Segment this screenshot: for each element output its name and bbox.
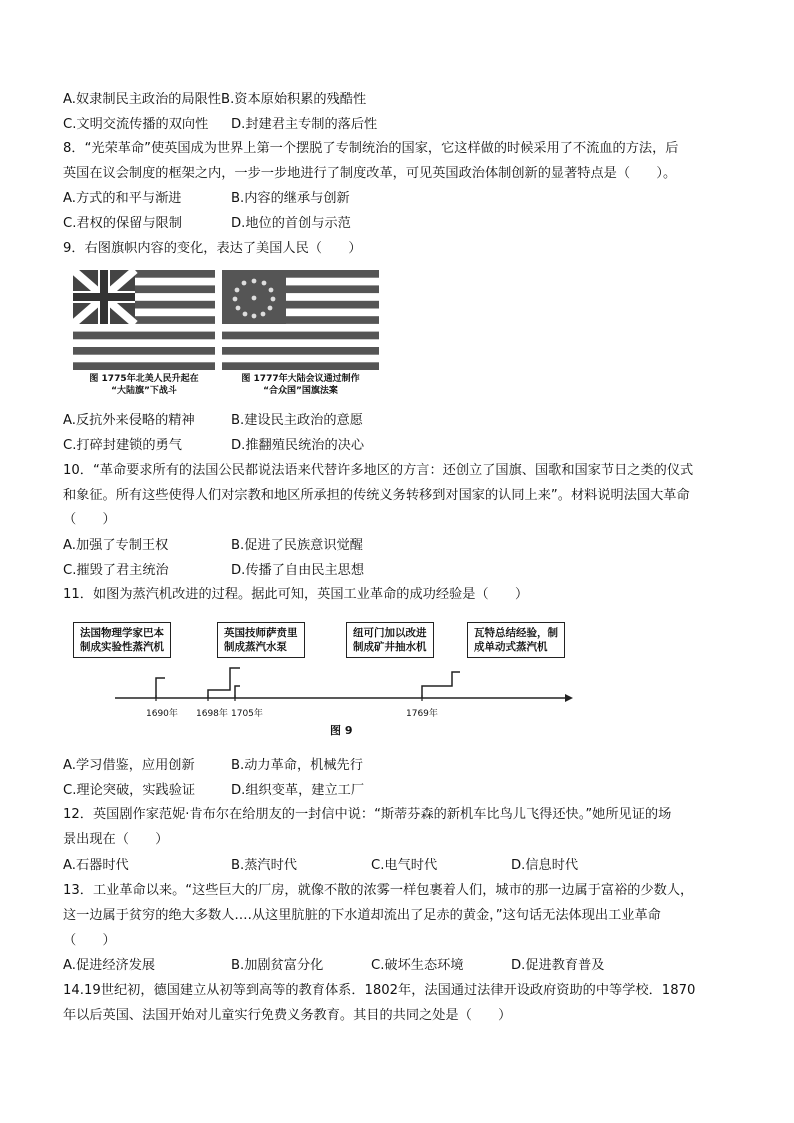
year-1690: 1690年 (146, 709, 178, 719)
q12-stem-line1: 12．英国剧作家范妮·肯布尔在给朋友的一封信中说：“斯蒂芬森的新机车比鸟儿飞得还快。”她所见证的场 (63, 807, 672, 822)
q7-option-d: D.封建君主专制的落后性 (231, 117, 378, 132)
q9-option-b: B.建设民主政治的意愿 (231, 413, 363, 428)
q7-option-a: A.奴隶制民主政治的局限性B.资本原始积累的残酷性 (63, 92, 367, 107)
q11-option-c: C.理论突破，实践验证 (63, 783, 196, 798)
q10-stem-line3: （ ） (63, 512, 116, 527)
timeline-box-papin: 法国物理学家巴本 制成实验性蒸汽机 (73, 622, 171, 658)
q9-option-a: A.反抗外来侵略的精神 (63, 413, 195, 428)
q8-option-b: B.内容的继承与创新 (231, 191, 350, 206)
q14-stem-line1: 14.19世纪初，德国建立从初等到高等的教育体系．1802年，法国通过法律开设政府资助的中等学校．1870 (63, 983, 696, 998)
q12-option-c: C.电气时代 (371, 858, 438, 873)
q8-option-d: D.地位的首创与示范 (231, 216, 351, 231)
q10-stem-line1: 10．“革命要求所有的法国公民都说法语来代替许多地区的方言：还创立了国旗、国歌和国家节日之类的仪式 (63, 463, 694, 478)
q10-option-d: D.传播了自由民主思想 (231, 563, 365, 578)
us-flag-1777-image (222, 270, 379, 370)
q13-option-c: C.破坏生态环境 (371, 958, 464, 973)
q11-option-b: B.动力革命，机械先行 (231, 758, 363, 773)
q13-stem-line3: （ ） (63, 933, 116, 948)
q11-stem: 11．如图为蒸汽机改进的过程。据此可知，英国工业革命的成功经验是（ ） (63, 587, 529, 602)
q13-option-d: D.促进教育普及 (511, 958, 605, 973)
q14-stem-line2: 年以后英国、法国开始对儿童实行免费义务教育。其目的共同之处是（ ） (63, 1008, 512, 1023)
q8-stem-line2: 英国在议会制度的框架之内，一步一步地进行了制度改革，可见英国政治体制创新的显著特点是（ ）。 (63, 166, 677, 181)
q9-option-d: D.推翻殖民统治的决心 (231, 438, 365, 453)
q10-option-c: C.摧毁了君主统治 (63, 563, 169, 578)
q12-stem-line2: 景出现在（ ） (63, 832, 169, 847)
q8-option-c: C.君权的保留与限制 (63, 216, 182, 231)
q13-option-a: A.促进经济发展 (63, 958, 156, 973)
steam-engine-timeline (110, 664, 580, 709)
q11-option-d: D.组织变革，建立工厂 (231, 783, 365, 798)
q12-option-b: B.蒸汽时代 (231, 858, 297, 873)
year-1705: 1705年 (231, 709, 263, 719)
q13-stem-line2: 这一边属于贫穷的绝大多数人….从这里肮脏的下水道却流出了足赤的黄金，”这句话无法体现出工业革命 (63, 908, 661, 923)
timeline-arrowhead (565, 694, 573, 702)
flag-caption-left: 图 1775年北美人民升起在 “大陆旗”下战斗 (89, 374, 199, 396)
year-1698: 1698年 (196, 709, 228, 719)
flag-caption-right: 图 1777年大陆会议通过制作 “合众国”国旗法案 (241, 374, 360, 396)
year-1769: 1769年 (406, 709, 438, 719)
q8-stem-line1: 8．“光荣革命”使英国成为世界上第一个摆脱了专制统治的国家，它这样做的时候采用了不流血的方法，后 (63, 141, 679, 156)
step-1690 (156, 678, 165, 698)
figure-9-label: 图 9 (330, 724, 353, 737)
grand-union-flag-image (73, 270, 215, 370)
q10-stem-line2: 和象征。所有这些使得人们对宗教和地区所承担的传统义务转移到对国家的认同上来”。材料说明法国大革命 (63, 488, 690, 503)
timeline-box-newcomen: 纽可门加以改进 制成矿井抽水机 (346, 622, 434, 658)
timeline-box-watt: 瓦特总结经验，制 成单动式蒸汽机 (467, 622, 565, 658)
q12-option-a: A.石器时代 (63, 858, 129, 873)
step-1705 (235, 686, 240, 698)
step-1769 (422, 672, 460, 698)
q12-option-d: D.信息时代 (511, 858, 579, 873)
q11-option-a: A.学习借鉴，应用创新 (63, 758, 195, 773)
q7-option-c: C.文明交流传播的双向性 (63, 117, 209, 132)
q13-option-b: B.加剧贫富分化 (231, 958, 324, 973)
timeline-box-savery: 英国技师萨贲里 制成蒸汽水泵 (217, 622, 305, 658)
q9-stem: 9．右图旗帜内容的变化，表达了美国人民（ ） (63, 241, 362, 256)
q8-option-a: A.方式的和平与渐进 (63, 191, 182, 206)
q10-option-a: A.加强了专制王权 (63, 538, 169, 553)
q10-option-b: B.促进了民族意识觉醒 (231, 538, 363, 553)
q13-stem-line1: 13．工业革命以来。“这些巨大的厂房，就像不散的浓雾一样包裹着人们，城市的那一边属于富裕的少数人， (63, 883, 694, 898)
q9-option-c: C.打碎封建锁的勇气 (63, 438, 182, 453)
